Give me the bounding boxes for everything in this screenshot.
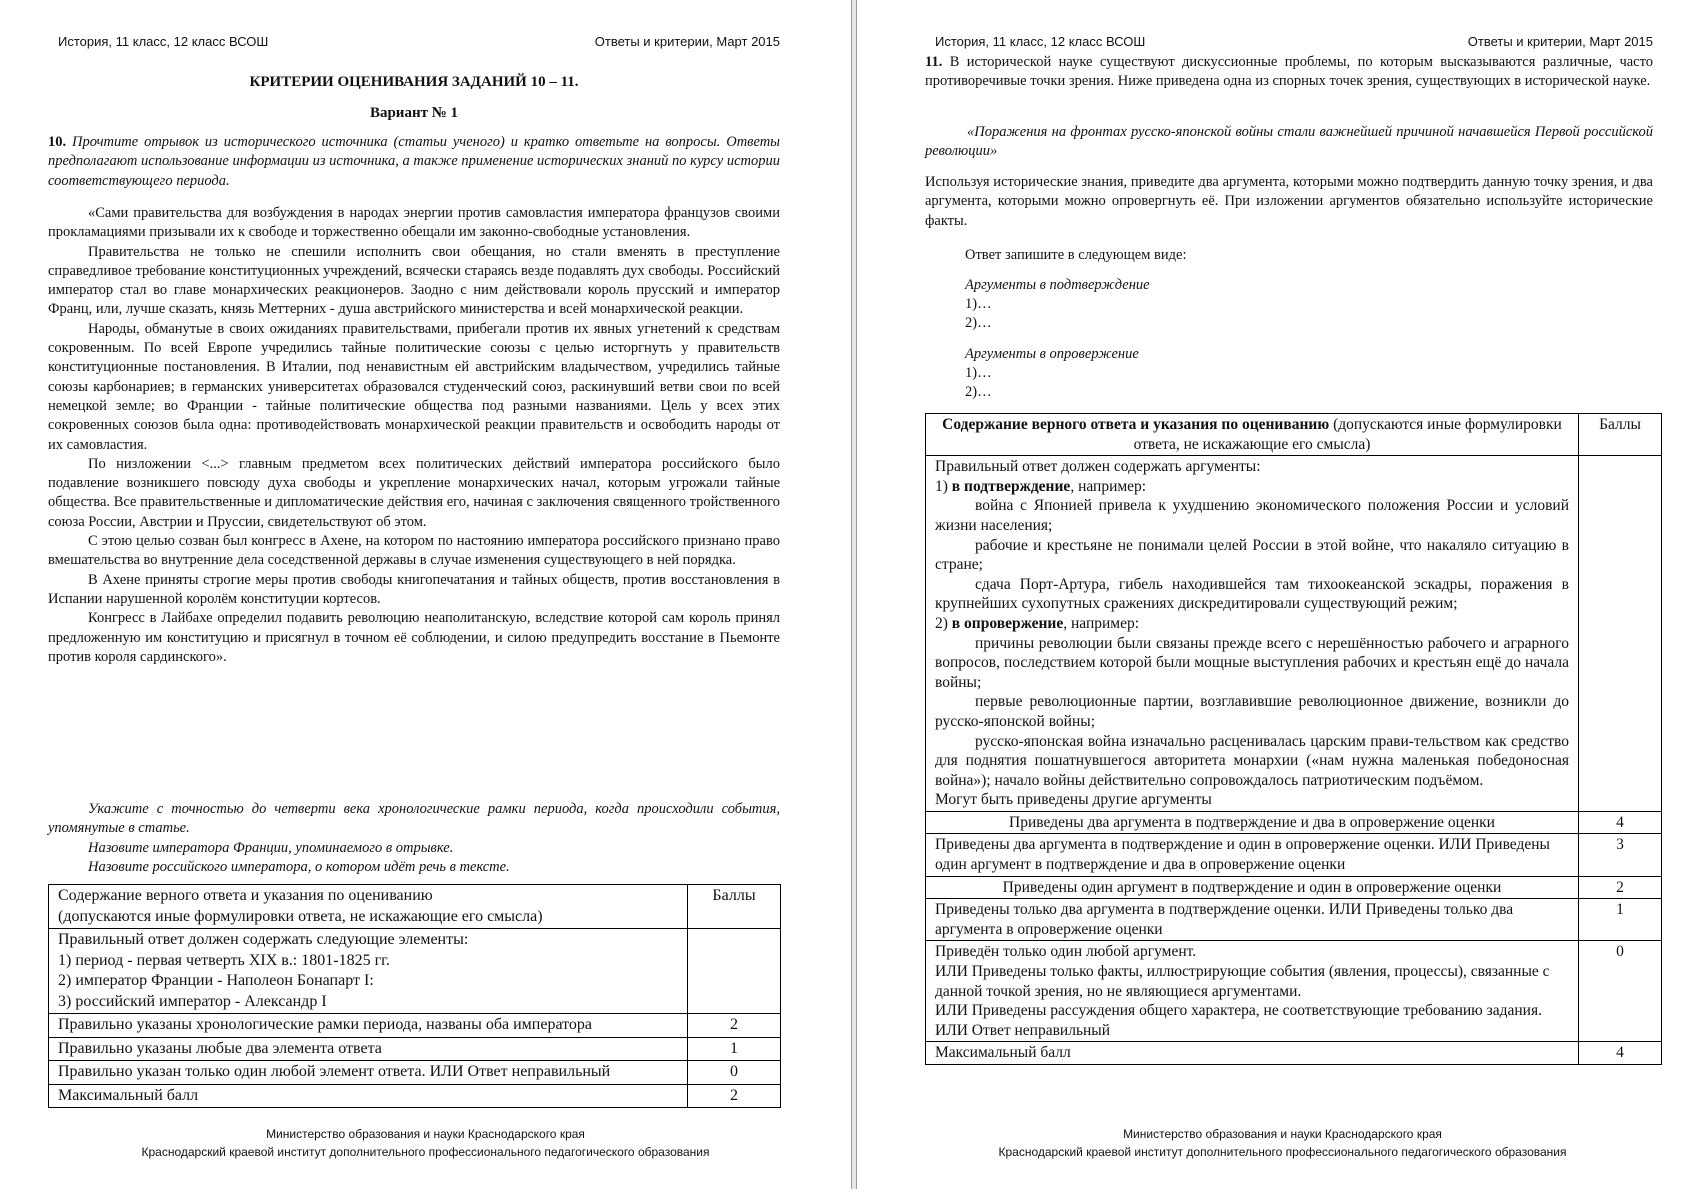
table-row: Приведены один аргумент в подтверждение и один в опровержение оценки 2 bbox=[926, 876, 1662, 899]
argument: война с Японией привела к ухудшению экономического положения России и условий жизни населения; bbox=[935, 497, 1569, 534]
questions bbox=[48, 800, 780, 877]
header-right: Ответы и критерии, Март 2015 bbox=[1467, 34, 1653, 49]
page-1 bbox=[0, 0, 851, 1189]
argument: причины революции были связаны прежде всего с нерешённостью рабочего и аграрного вопросов, последствием которой были мощные выступления рабочих и крестьян ещё до начала войны; bbox=[935, 634, 1569, 691]
question: Назовите российского императора, о котором идёт речь в тексте. bbox=[88, 858, 510, 875]
table-row: Правильно указаны любые два элемента ответа 1 bbox=[49, 1037, 781, 1061]
paragraph: Народы, обманутые в своих ожиданиях правительствами, прибегали против их явных угнетений к средствам сокровенным. По всей Европе учредились тайные политические союзы с целью исторгнуть у правительств конституционные постановления. В Италии, под ненавистным ей австрийским владычеством, учредились тайные союзы карбонариев; в германских университетах образовался студенческий союз, раскинувший ветви свои по всей немецкой земле; во Франции - тайные политические общества под разными названиями. Цель у всех этих сокровенных союзов была одна: противодействовать монархической реакции правительств и освободить народы от их самовластия. bbox=[48, 320, 780, 453]
argument: первые революционные партии, возглавившие революционное движение, возникли до русско-японской войны; bbox=[935, 693, 1569, 730]
table-header-content: Содержание верного ответа и указания по оцениванию (допускаются иные формулировки ответа, не искажающие его смысла) bbox=[49, 885, 688, 929]
header-right: Ответы и критерии, Март 2015 bbox=[594, 34, 780, 49]
page-title: КРИТЕРИИ ОЦЕНИВАНИЯ ЗАДАНИЙ 10 – 11. bbox=[249, 74, 579, 90]
table-header-content: Содержание верного ответа и указания по оцениванию (допускаются иные формулировки ответа, не искажающие его смысла) bbox=[926, 414, 1579, 456]
paragraph: «Сами правительства для возбуждения в народах энергии против самовластия императора французов своими прокламациями призывали их к свободе и торжественно обещали им законно-свободные установления. bbox=[48, 205, 780, 241]
paragraph: Конгресс в Лайбахе определил подавить революцию неаполитанскую, вследствие которой сам король принял предложенную им конституцию и присягнул в точном её соблюдении, и силою предупредить восстание в Пьемонте против короля сардинского». bbox=[48, 610, 780, 665]
task-11-statement: 11. В исторической науке существуют дискуссионные проблемы, по которым высказываются различные, часто противоречивые точки зрения. Ниже приведена одна из спорных точек зрения, существующих в исторической науке. bbox=[925, 54, 1654, 90]
task-number: 11. bbox=[925, 54, 943, 70]
source-text bbox=[48, 204, 780, 667]
header-left: История, 11 класс, 12 класс ВСОШ bbox=[935, 34, 1146, 49]
instruction: Используя исторические знания, приведите два аргумента, которыми можно подтвердить данную точку зрения, и два аргумента, которыми можно опровергнуть её. При изложении аргументов обязательно используйте исторические факты. bbox=[925, 174, 1653, 229]
table-header-score: Баллы bbox=[688, 885, 781, 929]
disputed-quote: «Поражения на фронтах русско-японской войны стали важнейшей причиной начавшейся Первой российской революции» bbox=[925, 124, 1653, 160]
table-header-score: Баллы bbox=[1579, 414, 1662, 456]
table-row: Приведён только один любой аргумент. ИЛИ Приведены только факты, иллюстрирующие события (явления, процессы), связанные с данной точкой зрения, но не являющиеся аргументами. ИЛИ Приведены рассуждения общего характера, не соответствующие требованию задания. ИЛИ Ответ неправильный 0 bbox=[926, 941, 1662, 1042]
footer: Министерство образования и науки Краснодарского края Краснодарский краевой институт дополнительного профессионального педагогического образования bbox=[141, 1127, 710, 1159]
footer: Министерство образования и науки Краснодарского края Краснодарский краевой институт дополнительного профессионального педагогического образования bbox=[998, 1127, 1567, 1159]
page-2: История, 11 класс, 12 класс ВСОШ Ответы и критерии, Март 2015 11. В исторической науке существуют дискуссионные проблемы, по которым высказываются различные, часто противоречивые точки зрения. Ниже приведена одна из спорных точек зрения, существующих в исторической науке. «Поражения на фронтах русско-японской войны стали важнейшей причиной начавшейся Первой российской революции» Используя исторические знания, приведите два аргумента, которыми можно подтвердить данную точку зрения, и два аргумента, которыми можно опровергнуть её. При изложении аргументов обязательно используйте исторические факты. Ответ запишите в следующем виде: Аргументы в подтверждение 1)… 2)… Аргументы в опровержение 1)… 2)… Содержание верного ответа и указания по оцениванию (допускаются иные формулировки ответа, не искажающие его смысла) Баллы Правильный ответ должен содержать аргументы: 1) в подтверждение, например: война с Японией привела к ухудшению экономического положения России и условий жизни населения; рабочие и крестьяне не понимали целей России в этой войне, что накаляло ситуацию в стране; сдача Порт-Артура, гибель находившейся там тихоокеанской эскадры, поражения в крупнейших сухопутных сражениях дискредитировали существующий режим; 2) в опровержение, например: причины революции были связаны прежде всего с нерешённостью рабочего и аграрного вопросов, последствием которой были мощные выступления рабочих и крестьян ещё до начала войны; первые революционные партии, возглавившие революционное движение, возникли до русско-японской войны; русско-японская война изначально расценивалась царским прави-тельством как средство для поднятия пошатнувшегося авторитета монархии («нам нужна маленькая победоносная война»); начало войны действительно сопровождалось патриотическим подъёмом. Могут быть приведены другие аргументы Приведены два аргумента в подтверждение и два в опровержение оценки 4 Приведены два аргумента в подтверждение и один в опровержение оценки. ИЛИ Приведены один аргумент в подтверждение и два в опровержение оценки 3 Приведены один аргумент в подтверждение и один в опровержение оценки 2 Приведены только два аргумента в подтверждение оценки. ИЛИ Приведены только два аргумента в опровержение оценки 1 Приведён только один любой аргумент. ИЛИ Приведены только факты, иллюстрирующие события (явления, процессы), связанные с данной точкой зрения, но не являющиеся аргументами. ИЛИ Приведены рассуждения общего характера, не соответствующие требованию задания. ИЛИ Ответ неправильный 0 Максимальный балл 4 Министерство образования и науки Краснодарского края Краснодарский краевой институт дополнительного профессионального педагогического образования bbox=[857, 0, 1708, 1189]
table-row: Правильно указан только один любой элемент ответа. ИЛИ Ответ неправильный 0 bbox=[49, 1061, 781, 1085]
argument: русско-японская война изначально расценивалась царским прави-тельством как средство для поднятия пошатнувшегося авторитета монархии («нам нужна маленькая победоносная война»); начало войны действительно сопровождалось патриотическим подъёмом. bbox=[935, 732, 1569, 789]
task-text: Прочтите отрывок из исторического источника (статьи ученого) и кратко ответьте на вопросы. Ответы предполагают использование информации из источника, а также применение исторических знаний по курсу истории соответствующего периода. bbox=[48, 134, 780, 189]
table-row: Правильно указаны хронологические рамки периода, названы оба императора 2 bbox=[49, 1014, 781, 1038]
question: Укажите с точностью до четверти века хронологические рамки периода, когда происходили события, упомянутые в статье. bbox=[48, 801, 780, 837]
table-row: Максимальный балл 4 bbox=[926, 1042, 1662, 1065]
argument: рабочие и крестьяне не понимали целей России в этой войне, что накаляло ситуацию в стране; bbox=[935, 536, 1569, 574]
table-row: Приведены только два аргумента в подтверждение оценки. ИЛИ Приведены только два аргумента в опровержение оценки 1 bbox=[926, 899, 1662, 941]
task-10-statement bbox=[48, 133, 780, 191]
task-number: 10. bbox=[48, 134, 67, 150]
criteria-table-11 bbox=[925, 413, 1662, 1065]
argument: сдача Порт-Артура, гибель находившейся там тихоокеанской эскадры, поражения в крупнейших сухопутных сражениях дискредитировали существующий режим; bbox=[935, 575, 1569, 613]
variant-title: Вариант № 1 bbox=[369, 105, 459, 121]
answer-cell: Правильный ответ должен содержать аргументы: 1) в подтверждение, например: война с Японией привела к ухудшению экономического положения России и условий жизни населения; рабочие и крестьяне не понимали целей России в этой войне, что накаляло ситуацию в стране; сдача Порт-Артура, гибель находившейся там тихоокеанской эскадры, поражения в крупнейших сухопутных сражениях дискредитировали существующий режим; 2) в опровержение, например: причины революции были связаны прежде всего с нерешённостью рабочего и аграрного вопросов, последствием которой были мощные выступления рабочих и крестьян ещё до начала войны; первые революционные партии, возглавившие революционное движение, возникли до русско-японской войны; русско-японская война изначально расценивалась царским прави-тельством как средство для поднятия пошатнувшегося авторитета монархии («нам нужна маленькая победоносная война»); начало войны действительно сопровождалось патриотическим подъёмом. Могут быть приведены другие аргументы bbox=[926, 456, 1579, 812]
header-left: История, 11 класс, 12 класс ВСОШ bbox=[58, 34, 269, 49]
paragraph: В Ахене приняты строгие меры против свободы книгопечатания и тайных обществ, против восстановления в Испании нарушенной королём конституции кортесов. bbox=[48, 571, 780, 607]
confirm-label: Аргументы в подтверждение bbox=[965, 277, 1150, 293]
table-row: Максимальный балл 2 bbox=[49, 1084, 781, 1108]
answer-cell: Правильный ответ должен содержать следующие элементы: 1) период - первая четверть XIX в.: 1801-1825 гг. 2) император Франции - Наполеон Бонапарт I: 3) российский император - Александр I bbox=[49, 929, 688, 1014]
table-row: Приведены два аргумента в подтверждение и один в опровержение оценки. ИЛИ Приведены один аргумент в подтверждение и два в опровержение оценки 3 bbox=[926, 834, 1662, 876]
table-row: Приведены два аргумента в подтверждение и два в опровержение оценки 4 bbox=[926, 811, 1662, 834]
refute-label: Аргументы в опровержение bbox=[965, 346, 1139, 362]
paragraph: Правительства не только не спешили исполнить свои обещания, но стали вменять в преступление справедливое требование конституционных учреждений, всячески стараясь везде подавлять дух свободы. Российский император стал во главе монархических реакционеров. Заодно с ним действовали король прусский и император Франц, или, лучше сказать, князь Меттерних - душа австрийского министерства и всей монархической реакции. bbox=[48, 243, 781, 318]
paragraph: По низложении <...> главным предметом всех политических действий императора российского было подавление возникшего повсюду духа свободы и укрепление монархических начал, которым угрожали тайные общества. Все правительственные и дипломатические действия его, начиная с заключения священного тройственного союза России, Австрии и Пруссии, свидетельствуют об этом. bbox=[48, 455, 780, 530]
form-intro: Ответ запишите в следующем виде: bbox=[965, 247, 1187, 263]
question: Назовите императора Франции, упоминаемого в отрывке. bbox=[88, 839, 454, 856]
criteria-table-10 bbox=[48, 884, 781, 1108]
paragraph: С этою целью созван был конгресс в Ахене, на котором по настоянию императора российского признано право вмешательства во внутренние дела соседственной державы в случае изменения существующего в ней порядка. bbox=[48, 533, 780, 569]
